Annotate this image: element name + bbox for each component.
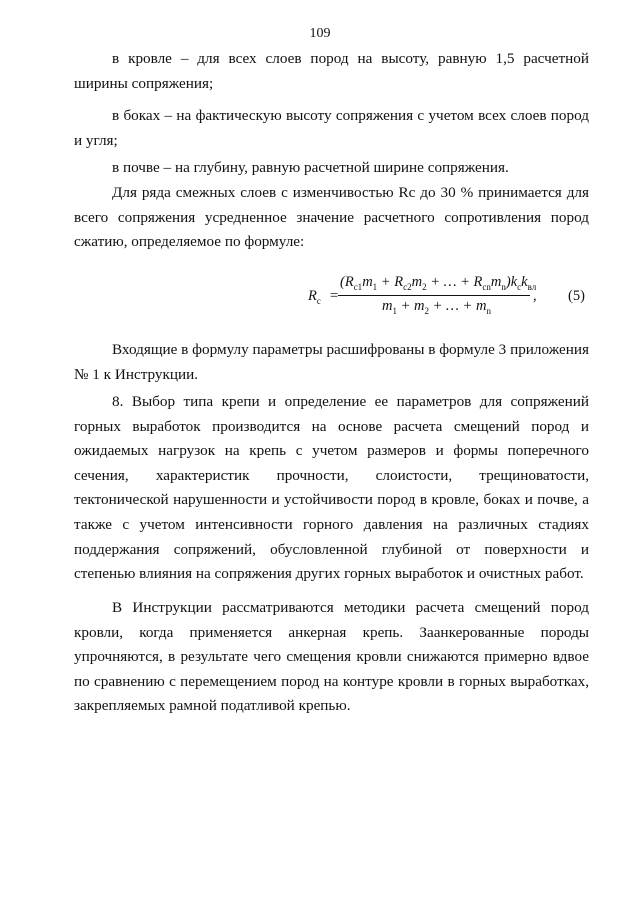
formula-numerator: ($R_{с1}m_1 + R_{с2}m_2$ + … + $R_{сn}m_n)k_сk_{вл}$ [340, 274, 537, 292]
bullet-sides: в боках – на фактическую высоту сопряжения с учетом всех слоев пород и угля; [74, 107, 589, 149]
formula-rc [290, 272, 590, 322]
bullet-floor: в почве – на глубину, равную расчетной ширине сопряжения. [112, 159, 509, 176]
bullet-roof: в кровле – для всех слоев пород на высоту, равную 1,5 расчетной ширины сопряжения; [74, 50, 589, 92]
fraction-bar [338, 295, 530, 296]
params-paragraph: Входящие в формулу параметры расшифрованы в формуле 3 приложения № 1 к Инструкции. [74, 341, 589, 383]
intro-paragraph: Для ряда смежных слоев с изменчивостью Rс до 30 % принимается для всего сопряжения усредненное значение расчетного сопротивления пород сжатию, определяемое по формуле: [74, 184, 589, 251]
formula-lhs: $R_с$ [308, 288, 321, 306]
formula-equals: = [330, 288, 339, 304]
methods-paragraph: В Инструкции рассматриваются методики расчета смещений пород кровли, когда применяется анкерная крепь. Заанкерованные породы упрочняются, в результате чего смещения кровли снижаются примерно вдвое по сравнению с перемещением пород на контуре кровли в горных выработках, закрепляемых рамной податливой крепью. [74, 599, 589, 715]
formula-denominator: $m_1 + m_2$ + … + $m_n$ [382, 298, 491, 316]
page-number: 109 [309, 26, 331, 41]
formula-number: (5) [568, 288, 585, 304]
formula-comma: , [533, 288, 537, 304]
section-8-paragraph: 8. Выбор типа крепи и определение ее параметров для сопряжений горных выработок производится на основе расчета смещений пород и ожидаемых нагрузок на крепь с учетом размеров и формы поперечного сечения, характеристик прочности, слоистости, трещиноватости, тектонической нарушенности и устойчивости пород в кровле, боках и почве, а также с учетом интенсивности горного давления на различных стадиях поддержания сопряжений, обусловленной глубиной от поверхности и степенью влияния на сопряжения других горных выработок и очистных работ. [74, 393, 589, 583]
